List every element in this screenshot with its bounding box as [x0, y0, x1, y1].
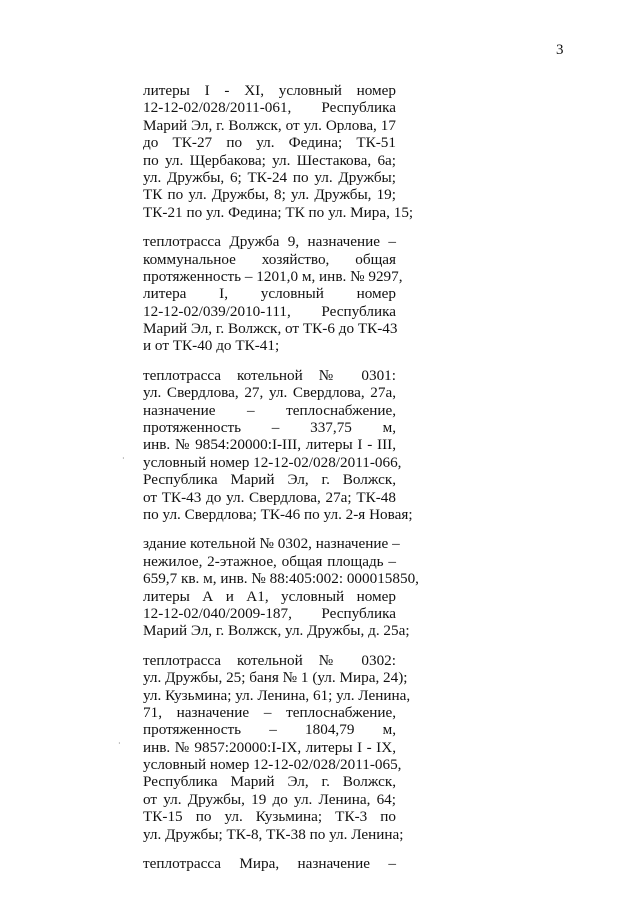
text-line: 12-12-02/039/2010-111, Республика — [143, 302, 396, 320]
text-line: теплотрасса котельной № 0302: — [143, 651, 396, 669]
document-body — [143, 82, 419, 884]
text-line: по ул. Свердлова; ТК-46 по ул. 2-я Новая; — [143, 505, 413, 523]
text-line: ТК-21 по ул. Федина; ТК по ул. Мира, 15; — [143, 203, 414, 221]
scan-mark: · — [122, 454, 125, 463]
page-number: 3 — [556, 42, 564, 58]
text-line: коммунальное хозяйство, общая — [143, 250, 396, 268]
text-line: от ТК-43 до ул. Свердлова, 27а; ТК-48 — [143, 488, 396, 506]
text-line: ул. Свердлова, 27, ул. Свердлова, 27а, — [143, 384, 396, 402]
text-line: 12-12-02/040/2009-187, Республика — [143, 604, 396, 622]
paragraph — [143, 366, 413, 524]
paragraph — [143, 233, 403, 355]
text-line: условный номер 12-12-02/028/2011-066, — [143, 453, 402, 471]
text-line: условный номер 12-12-02/028/2011-065, — [143, 756, 402, 774]
text-line: литеры А и А1, условный номер — [143, 587, 396, 605]
text-line: ул. Дружбы, 6; ТК-24 по ул. Дружбы; — [143, 168, 396, 186]
text-line: литеры I - XI, условный номер — [143, 82, 396, 99]
text-line: теплотрасса котельной № 0301: — [143, 366, 396, 384]
scan-mark: · — [118, 739, 121, 748]
text-line: 659,7 кв. м, инв. № 88:405:002: 000015850, — [143, 570, 419, 588]
text-line: ул. Кузьмина; ул. Ленина, 61; ул. Ленина, — [143, 686, 411, 704]
text-line: инв. № 9854:20000:I-III, литеры I - III, — [143, 436, 396, 454]
text-line: здание котельной № 0302, назначение – — [143, 535, 400, 553]
text-line: Республика Марий Эл, г. Волжск, — [143, 471, 396, 489]
text-line: ТК по ул. Дружбы, 8; ул. Дружбы, 19; — [143, 186, 396, 204]
text-line: Марий Эл, г. Волжск, от ул. Орлова, 17 — [143, 116, 396, 134]
text-line: ул. Дружбы; ТК-8, ТК-38 по ул. Ленина; — [143, 825, 404, 843]
text-line: Республика Марий Эл, г. Волжск, — [143, 773, 396, 791]
paragraph — [143, 535, 419, 640]
text-line: теплотрасса Мира, назначение – — [143, 855, 396, 873]
text-line: по ул. Щербакова; ул. Шестакова, 6а; — [143, 151, 396, 169]
text-line: литера I, условный номер — [143, 285, 396, 303]
text-line: до ТК-27 по ул. Федина; ТК-51 — [143, 134, 396, 152]
text-line: теплотрасса Дружба 9, назначение – — [143, 233, 396, 251]
paragraph — [143, 855, 396, 872]
text-line: Марий Эл, г. Волжск, от ТК-6 до ТК-43 — [143, 320, 398, 338]
text-line: протяженность – 337,75 м, — [143, 419, 396, 437]
text-line: Марий Эл, г. Волжск, ул. Дружбы, д. 25а; — [143, 622, 410, 640]
text-line: ТК-15 по ул. Кузьмина; ТК-3 по — [143, 808, 396, 826]
text-line: нежилое, 2-этажное, общая площадь – — [143, 552, 396, 570]
text-line: инв. № 9857:20000:I-IX, литеры I - IX, — [143, 738, 396, 756]
text-line: 12-12-02/028/2011-061, Республика — [143, 99, 396, 117]
paragraph — [143, 82, 414, 221]
text-line: ул. Дружбы, 25; баня № 1 (ул. Мира, 24); — [143, 669, 408, 687]
text-line: 71, назначение – теплоснабжение, — [143, 703, 396, 721]
text-line: протяженность – 1804,79 м, — [143, 721, 396, 739]
text-line: и от ТК-40 до ТК-41; — [143, 337, 280, 355]
text-line: протяженность – 1201,0 м, инв. № 9297, — [143, 267, 403, 285]
text-line: назначение – теплоснабжение, — [143, 401, 396, 419]
paragraph — [143, 651, 411, 843]
text-line: от ул. Дружбы, 19 до ул. Ленина, 64; — [143, 790, 396, 808]
